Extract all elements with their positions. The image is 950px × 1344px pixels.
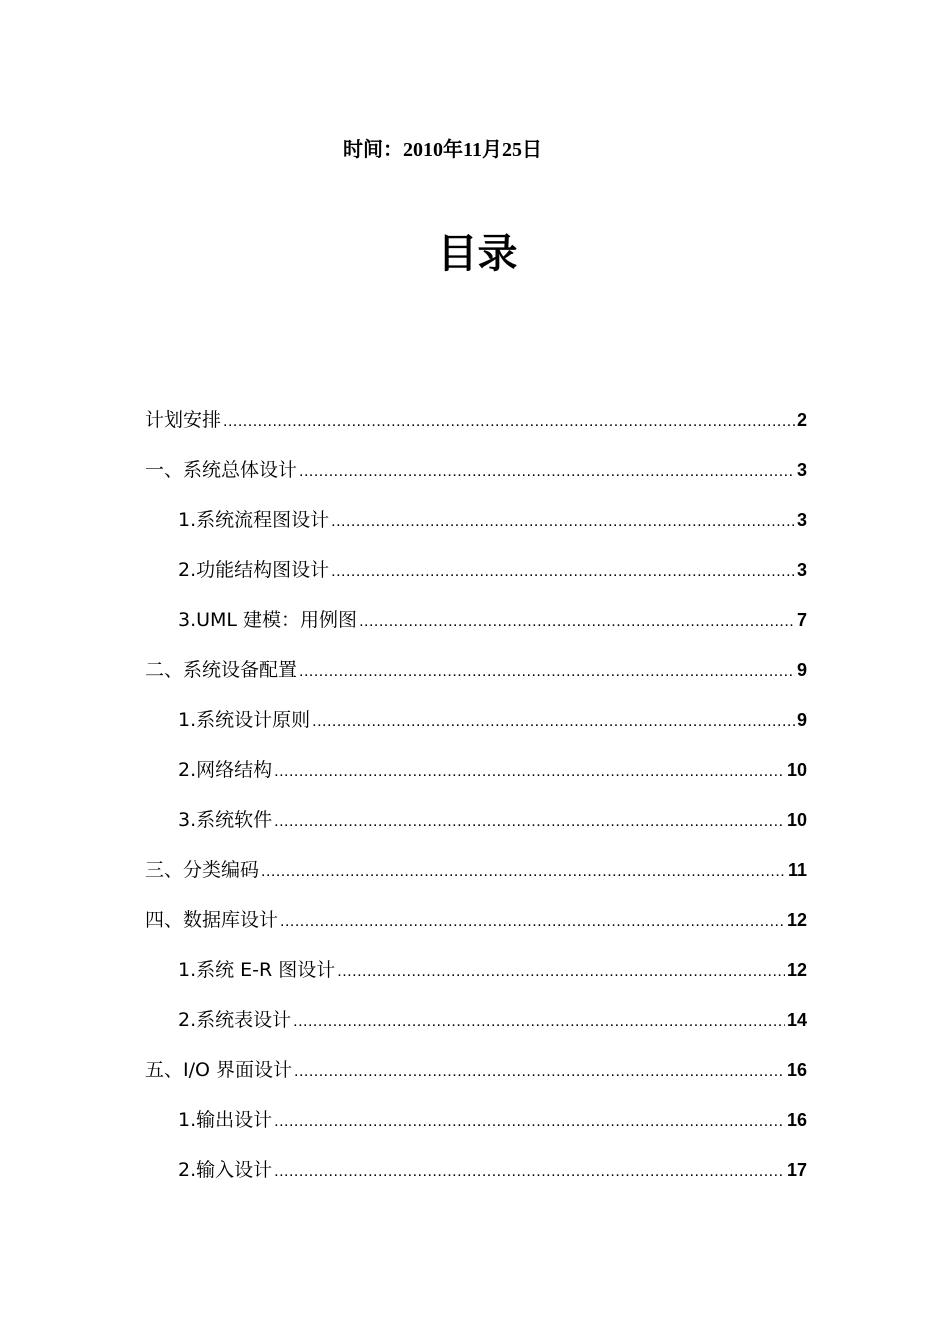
toc-entry[interactable] <box>145 906 807 956</box>
toc-entry-label: 2.输入设计 <box>178 1159 273 1181</box>
toc-dot-leader <box>331 558 795 586</box>
toc-dot-leader <box>312 708 795 736</box>
toc-dot-leader <box>294 1058 785 1086</box>
toc-subentry[interactable] <box>145 556 807 606</box>
toc-entry-page: 9 <box>796 710 807 730</box>
toc-entry-label: 1.系统设计原则 <box>178 709 311 731</box>
toc-dot-leader <box>280 908 785 936</box>
toc-dot-leader <box>331 508 795 536</box>
toc-subentry[interactable] <box>145 1156 807 1206</box>
toc-dot-leader <box>299 658 795 686</box>
toc-entry-label: 二、系统设备配置 <box>145 659 298 681</box>
toc-entry[interactable] <box>145 656 807 706</box>
toc-entry-page: 3 <box>796 460 807 480</box>
toc-dot-leader <box>274 758 785 786</box>
toc-entry-page: 14 <box>786 1010 807 1030</box>
toc-entry-page: 16 <box>786 1110 807 1130</box>
toc-entry[interactable] <box>145 1056 807 1106</box>
toc-subentry[interactable] <box>145 706 807 756</box>
toc-subentry[interactable] <box>145 756 807 806</box>
toc-entry-label: 2.网络结构 <box>178 759 273 781</box>
toc-entry-page: 10 <box>786 810 807 830</box>
toc-entry-page: 3 <box>796 560 807 580</box>
toc-dot-leader <box>274 1108 785 1136</box>
toc-entry[interactable] <box>145 856 807 906</box>
toc-entry-label: 3.系统软件 <box>178 809 273 831</box>
toc-entry-label: 五、I/O 界面设计 <box>145 1059 292 1081</box>
toc-dot-leader <box>223 408 795 436</box>
toc-entry-label: 1.系统 E-R 图设计 <box>178 959 336 981</box>
toc-dot-leader <box>274 1158 785 1186</box>
toc-entry-page: 7 <box>796 610 807 630</box>
toc-entry-label: 计划安排 <box>145 409 222 431</box>
toc-entry-label: 2.系统表设计 <box>178 1009 292 1031</box>
toc-dot-leader <box>261 858 786 886</box>
toc-entry-label: 三、分类编码 <box>145 859 260 881</box>
toc-entry-label: 1.系统流程图设计 <box>178 509 330 531</box>
toc-entry[interactable] <box>145 406 807 456</box>
toc-entry-page: 12 <box>786 910 807 930</box>
toc-entry-label: 一、系统总体设计 <box>145 459 298 481</box>
toc-subentry[interactable] <box>145 1006 807 1056</box>
toc-entry-page: 10 <box>786 760 807 780</box>
toc-entry-page: 17 <box>786 1160 807 1180</box>
toc-entry-label: 四、数据库设计 <box>145 909 279 931</box>
toc-subentry[interactable] <box>145 806 807 856</box>
toc-dot-leader <box>274 808 785 836</box>
toc-entry-page: 3 <box>796 510 807 530</box>
document-date: 时间：2010年11月25日 <box>343 139 542 161</box>
toc-entry-page: 16 <box>786 1060 807 1080</box>
toc-entry-page: 9 <box>796 660 807 680</box>
toc-dot-leader <box>337 958 785 986</box>
toc-entry-label: 2.功能结构图设计 <box>178 559 330 581</box>
toc-title: 目录 <box>437 230 518 277</box>
toc-subentry[interactable] <box>145 956 807 1006</box>
toc-entry-label: 1.输出设计 <box>178 1109 273 1131</box>
toc-entry-label: 3.UML 建模：用例图 <box>178 609 358 631</box>
table-of-contents <box>145 406 807 1206</box>
toc-entry-page: 2 <box>796 410 807 430</box>
toc-subentry[interactable] <box>145 1106 807 1156</box>
toc-entry[interactable] <box>145 456 807 506</box>
toc-dot-leader <box>293 1008 785 1036</box>
toc-dot-leader <box>299 458 795 486</box>
toc-subentry[interactable] <box>145 506 807 556</box>
toc-subentry[interactable] <box>145 606 807 656</box>
toc-entry-page: 12 <box>786 960 807 980</box>
toc-dot-leader <box>359 608 795 636</box>
toc-entry-page: 11 <box>787 860 807 880</box>
